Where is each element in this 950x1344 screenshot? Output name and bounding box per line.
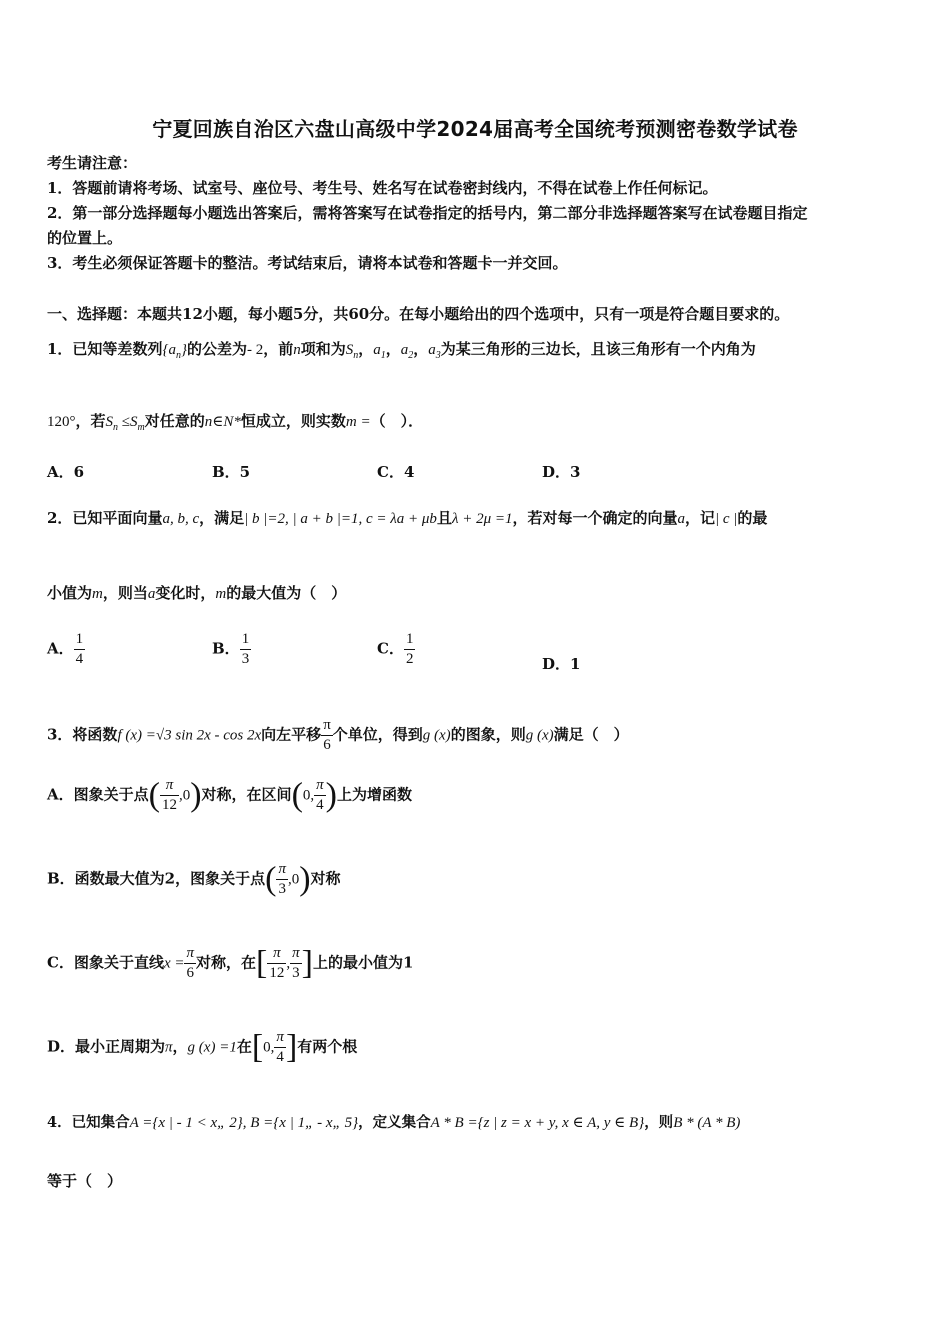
question-4-line-1 [47, 1111, 740, 1132]
q2-text-1: ，满足 [199, 509, 245, 527]
q3-d-interval-start: 0, [263, 1039, 275, 1056]
q3-option-d[interactable]: D．最小正周期为π，g (x) =1在[0, $\frac{\pi}{4}$ ]有两个根 [47, 1028, 358, 1066]
q3-a-zero: ,0 [178, 787, 191, 804]
q1-nin: n∈N* [204, 414, 241, 430]
q4-text-2: ，则 [644, 1114, 674, 1131]
q3-d-text-3: 在 [236, 1037, 252, 1056]
q3-c-line-fraction: $\frac{\pi}{6}$ [186, 945, 194, 981]
q4-sets: A ={x | - 1 < x„ 2}, B ={x | 1„ - x„ 5} [129, 1115, 359, 1131]
q3-option-b[interactable]: B．函数最大值为2，图象关于点( $\frac{\pi}{3}$ ,0)对称 [47, 860, 341, 898]
q3-b-point-fraction: $\frac{\pi}{3}$ [278, 861, 286, 897]
q4-def: A * B ={z | z = x + y, x ∈ A, y ∈ B} [430, 1115, 645, 1131]
q3-option-c[interactable]: C．图象关于直线x = $\frac{\pi}{6}$ 对称，在[ $\frac{\pi}{12}$ , $\frac{\pi}{3}$ ]上的最小值为1 [47, 944, 414, 982]
q3-d-period: π [165, 1039, 173, 1056]
q3-a-text-3: 上为增函数 [336, 785, 412, 804]
notice-heading: 考生请注意： [47, 154, 138, 172]
q1-text-6: ，若 [75, 412, 106, 430]
q3-b-zero: ,0 [287, 871, 300, 888]
question-3-stem [47, 716, 629, 755]
q1-seq: $\{a_n\}$ [162, 342, 187, 361]
q3-lead: 3．将函数 [47, 725, 118, 744]
q3-b-text-2: 对称 [310, 869, 341, 888]
q1-text-4: ， [358, 340, 374, 358]
section-heading: 一、选择题：本题共12小题，每小题5分，共60分。在每小题给出的四个选项中，只有一项是符合题目要求的。 [47, 305, 790, 323]
q2-opt-a-label: A． [47, 639, 74, 658]
q3-text-3: 的图象，则 [450, 725, 526, 744]
q2-option-c[interactable] [377, 630, 415, 669]
q3-a-point-fraction: $\frac{\pi}{12}$ [161, 777, 177, 813]
notice-item-2: 2．第一部分选择题每小题选出答案后，需将答案写在试卷指定的括号内，第二部分非选择题答案写在试卷题目指定 [47, 204, 808, 222]
q2-option-a[interactable] [47, 630, 85, 669]
q2-line2-d: 的最大值为（ ） [226, 584, 347, 602]
notice-item-2-cont: 的位置上。 [47, 229, 123, 247]
q3-g-2: g (x) [525, 727, 554, 744]
q1-cond: $S_n \le S_m$ [105, 414, 145, 433]
q3-option-a[interactable]: A．图象关于点( $\frac{\pi}{12}$ ,0)对称，在区间(0, $\frac{\pi}{4}$ )上为增函数 [47, 776, 412, 814]
q4-lead: 4．已知集合 [47, 1114, 130, 1131]
q3-c-text-3: 上的最小值为1 [312, 953, 414, 972]
notice-item-1: 1．答题前请将考场、试室号、座位号、考生号、姓名写在试卷密封线内，不得在试卷上作任何标记。 [47, 179, 718, 197]
q1-leq: ≤ [121, 414, 130, 430]
q2-line2-b: ，则当 [102, 584, 148, 602]
q3-shift-fraction: $\frac{\pi}{6}$ [323, 717, 331, 753]
question-1-line-1: 1．已知等差数列$\{a_n\}$的公差为- 2，前n项和为$S_n$，$a_1$，$a_2$，$a_3$为某三角形的三边长，且该三角形有一个内角为 [47, 340, 756, 361]
q3-c-interval-start: $\frac{\pi}{12}$ [269, 945, 285, 981]
q2-option-b[interactable] [212, 630, 251, 669]
q3-c-interval-end: $\frac{\pi}{3}$ [292, 945, 300, 981]
q1-text-1: 的公差为 [186, 340, 247, 358]
q1-a3: $a_3$ [428, 342, 441, 361]
q2-opt-a-fraction: $\frac{1}{4}$ [75, 631, 84, 667]
q1-option-a[interactable]: A．6 [47, 463, 85, 481]
q1-text-2: ，前 [263, 340, 294, 358]
q2-cond2: λ + 2μ =1 [451, 511, 513, 527]
question-2-line-2 [47, 582, 346, 603]
q2-a: a [677, 511, 685, 527]
q2-text-4: ，记 [685, 509, 716, 527]
q3-d-text-4: 有两个根 [297, 1037, 358, 1056]
q2-a-2: a [147, 586, 156, 602]
q1-n: n [293, 342, 301, 358]
q3-d-equation: g (x) =1 [187, 1039, 237, 1056]
q2-opt-b-label: B． [212, 639, 240, 658]
q1-option-d[interactable]: D．3 [542, 463, 581, 481]
q2-opt-c-label: C． [377, 639, 404, 658]
q3-text-4: 满足（ ） [553, 725, 629, 744]
q3-c-x: x = [163, 955, 185, 972]
q2-option-d[interactable]: D．1 [542, 655, 581, 673]
q2-lead: 2．已知平面向量 [47, 509, 163, 527]
q1-angle: 120° [47, 414, 76, 430]
q1-diff: - 2 [246, 342, 264, 358]
question-1-line-2 [47, 410, 423, 433]
q4-expr: B * (A * B) [673, 1115, 741, 1131]
q4-text-1: ，定义集合 [358, 1114, 431, 1131]
q2-opt-b-fraction: $\frac{1}{3}$ [241, 631, 250, 667]
q3-a-text-2: 对称，在区间 [201, 785, 292, 804]
q1-text-8: 恒成立，则实数 [240, 412, 346, 430]
page-title: 宁夏回族自治区六盘山高级中学2024届高考全国统考预测密卷数学试卷 [152, 117, 798, 141]
q2-m-1: m [92, 586, 103, 602]
q3-d-interval-fraction: $\frac{\pi}{4}$ [276, 1029, 284, 1065]
notice-item-3: 3．考生必须保证答题卡的整洁。考试结束后，请将本试卷和答题卡一并交回。 [47, 254, 568, 272]
q1-a2: $a_2$ [400, 342, 414, 361]
q3-d-text-1: D．最小正周期为 [47, 1037, 166, 1056]
q2-text-3: ，若对每一个确定的向量 [512, 509, 678, 527]
q2-vecs: a, b, c [162, 511, 200, 527]
q2-cond: | b |=2, | a + b |=1, c = λa + μb [244, 511, 437, 527]
q1-lead: 1．已知等差数列 [47, 340, 163, 358]
q3-d-text-2: ， [172, 1037, 188, 1056]
q2-line2-a: 小值为 [47, 584, 93, 602]
q2-m-2: m [215, 586, 227, 602]
q3-b-text-1: B．函数最大值为2，图象关于点 [47, 869, 266, 888]
question-4-line-2: 等于（ ） [47, 1172, 123, 1190]
q3-a-interval-fraction: $\frac{\pi}{4}$ [316, 777, 324, 813]
question-2-line-1 [47, 507, 767, 528]
q3-g-1: g (x) [422, 727, 451, 744]
q3-a-text-1: A．图象关于点 [47, 785, 149, 804]
q3-text-1: 向左平移 [261, 725, 322, 744]
q1-text-5: 为某三角形的三边长，且该三角形有一个内角为 [440, 340, 756, 358]
q3-c-text-2: 对称，在 [196, 953, 257, 972]
q2-opt-c-fraction: $\frac{1}{2}$ [405, 631, 414, 667]
q3-text-2: 个单位，得到 [332, 725, 423, 744]
q2-text-5: 的最 [737, 509, 768, 527]
q1-text-7: 对任意的 [144, 412, 205, 430]
q3-c-text-1: C．图象关于直线 [47, 953, 164, 972]
q2-absc: | c | [715, 511, 738, 527]
q3-func: f (x) =√3 sin 2x - cos 2x [117, 727, 262, 744]
q1-option-c[interactable]: C．4 [377, 463, 415, 481]
q1-m: m = [345, 414, 371, 430]
q1-a1: $a_1$ [373, 342, 386, 361]
q1-text-9: （ ）． [370, 412, 424, 430]
q1-sn: $S_n$ [345, 342, 359, 361]
q2-line2-c: 变化时， [155, 584, 216, 602]
q2-text-2: 且 [436, 509, 452, 527]
q1-option-b[interactable]: B．5 [212, 463, 251, 481]
q1-text-3: 项和为 [300, 340, 346, 358]
q3-a-interval-start: 0, [302, 787, 315, 804]
